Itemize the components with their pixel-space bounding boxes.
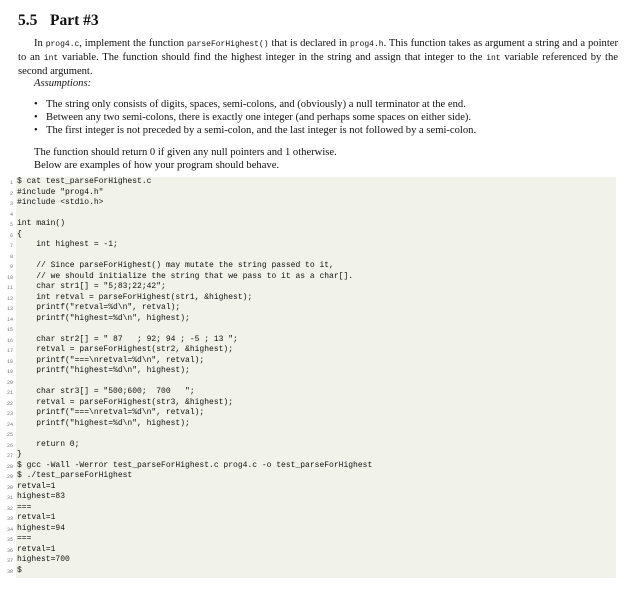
section-title: Part #3 — [50, 12, 99, 29]
code-text: $ cat test_parseForHighest.c — [17, 177, 152, 186]
line-number: 22 — [6, 400, 13, 407]
code-text: highest=83 — [17, 492, 66, 501]
line-number: 3 — [9, 201, 13, 207]
line-number: 11 — [6, 285, 13, 291]
inline-code-int-2: int — [486, 54, 501, 64]
assumptions-label: Assumptions: — [34, 78, 92, 89]
line-number: 18 — [6, 358, 13, 365]
code-text: === — [17, 534, 32, 543]
line-number: 1 — [9, 180, 13, 186]
code-line — [6, 324, 616, 335]
code-text: char str2[] = " 87 ; 92; 94 ; -5 ; 13 "; — [17, 334, 238, 344]
assumptions-list — [34, 98, 476, 138]
line-number: 14 — [6, 316, 13, 323]
code-line — [6, 397, 616, 409]
code-text: printf("===\nretval=%d\n", retval); — [17, 355, 205, 365]
code-text: retval=1 — [17, 544, 56, 554]
code-line — [6, 366, 616, 377]
line-number: 36 — [6, 547, 13, 554]
line-number: 5 — [9, 222, 13, 228]
intro-text-3: that is declared in — [268, 38, 350, 49]
code-text: highest=700 — [17, 555, 70, 564]
code-line — [6, 471, 616, 482]
intro-paragraph — [18, 37, 618, 79]
code-text: printf("retval=%d\n", retval); — [17, 303, 181, 312]
code-text: retval=1 — [17, 481, 56, 491]
return-note: The function should return 0 if given any null pointers and 1 otherwise. — [34, 147, 337, 158]
section-number: 5.5 — [18, 12, 38, 29]
code-line — [6, 555, 616, 566]
code-line — [6, 345, 616, 356]
line-number: 30 — [6, 484, 13, 491]
code-line — [6, 334, 616, 346]
code-text: printf("highest=%d\n", highest); — [17, 313, 190, 323]
code-line — [6, 481, 616, 493]
instructions-block — [34, 146, 337, 172]
line-number: 28 — [6, 463, 13, 470]
inline-code-int: int — [43, 54, 59, 64]
line-number: 23 — [6, 411, 13, 417]
assumption-item: • The first integer is not preceded by a semi-colon, and the last integer is not followed by a semi-colon. — [34, 124, 476, 137]
code-line — [9, 177, 616, 188]
line-number: 4 — [9, 211, 13, 218]
line-number: 37 — [6, 558, 13, 564]
inline-code-prog4h: prog4.h — [349, 40, 384, 49]
line-number: 2 — [9, 190, 13, 197]
code-line — [6, 355, 616, 367]
code-text: char str1[] = "5;83;22;42"; — [17, 282, 166, 291]
code-line — [6, 387, 616, 398]
line-number: 35 — [6, 537, 13, 543]
code-line — [6, 450, 616, 461]
code-line — [9, 219, 616, 230]
line-number: 25 — [6, 432, 13, 438]
code-line — [9, 187, 616, 199]
code-line — [9, 229, 616, 241]
line-number: 33 — [6, 516, 13, 522]
code-lines — [6, 177, 616, 576]
code-line — [6, 513, 616, 524]
code-text: $ — [17, 565, 22, 575]
assumption-item: • Between any two semi-colons, there is exactly one integer (and perhaps some spaces on either side). — [34, 111, 476, 124]
code-text: retval = parseForHighest(str3, &highest); — [17, 397, 234, 407]
code-line — [6, 408, 616, 419]
code-line — [6, 303, 616, 314]
code-line — [6, 460, 616, 472]
code-text: return 0; — [17, 439, 80, 449]
line-number: 19 — [6, 369, 13, 375]
line-number: 10 — [6, 274, 13, 281]
line-number: 9 — [9, 264, 13, 270]
intro-text-5: variable. The function should find the highest integer in the string and assign that integer to the — [58, 52, 487, 64]
line-number: 34 — [6, 526, 13, 533]
code-text: retval=1 — [17, 513, 56, 522]
intro-text-2: , implement the function — [79, 38, 187, 49]
code-line — [6, 544, 616, 556]
intro-text-4: . This function takes as argument a string and a pointer to an — [18, 38, 619, 64]
code-line — [6, 429, 616, 440]
line-number: 13 — [6, 306, 13, 312]
line-number: 29 — [6, 474, 13, 480]
code-text: $ ./test_parseForHighest — [17, 471, 133, 480]
examples-note: Below are examples of how your program should behave. — [34, 160, 280, 171]
code-line — [6, 282, 616, 293]
code-line — [9, 209, 616, 220]
code-line — [6, 292, 616, 304]
inline-code-function-name: parseForHighest() — [186, 40, 269, 49]
line-number: 15 — [6, 327, 13, 333]
code-text: printf("highest=%d\n", highest); — [17, 418, 190, 428]
line-number: 17 — [6, 348, 13, 354]
code-text: retval = parseForHighest(str2, &highest); — [17, 345, 234, 354]
code-line — [9, 198, 616, 209]
code-line — [6, 271, 616, 283]
code-line — [6, 418, 616, 430]
code-line — [6, 523, 616, 535]
line-number: 16 — [6, 337, 13, 344]
code-text: } — [17, 450, 22, 459]
line-number: 21 — [6, 390, 13, 396]
code-text: highest=94 — [17, 523, 66, 533]
code-text: char str3[] = "500;600; 700 "; — [17, 387, 195, 396]
code-line — [9, 261, 616, 272]
line-number: 12 — [6, 295, 13, 302]
line-number: 8 — [9, 253, 13, 260]
line-number: 27 — [6, 453, 13, 459]
code-text: printf("highest=%d\n", highest); — [17, 366, 190, 375]
line-number: 26 — [6, 442, 13, 449]
code-text: #include "prog4.h" — [17, 187, 104, 197]
intro-text-1: In — [34, 38, 46, 49]
code-line — [6, 492, 616, 503]
code-line — [6, 439, 616, 451]
code-text: $ gcc -Wall -Werror test_parseForHighest.c prog4.c -o test_parseForHighest — [17, 460, 373, 470]
code-line — [6, 313, 616, 325]
line-number: 24 — [6, 421, 13, 428]
line-number: 6 — [9, 232, 13, 239]
code-text: // Since parseForHighest() may mutate the string passed to it, — [17, 261, 334, 270]
code-text: === — [17, 502, 32, 512]
code-text: int main() — [17, 219, 66, 228]
line-number: 38 — [6, 568, 13, 575]
code-line — [9, 240, 616, 251]
assumption-item: • The string only consists of digits, spaces, semi-colons, and (obviously) a null terminator at the end. — [34, 98, 476, 111]
inline-code-prog4c: prog4.c — [45, 40, 80, 49]
line-number: 20 — [6, 379, 13, 386]
code-line — [9, 251, 616, 262]
section-heading — [18, 12, 99, 30]
code-text: int retval = parseForHighest(str1, &highest); — [17, 292, 253, 302]
code-text: printf("===\nretval=%d\n", retval); — [17, 408, 205, 417]
code-text: { — [17, 229, 22, 239]
code-text: int highest = -1; — [17, 240, 118, 249]
code-line — [6, 377, 616, 388]
code-text: // we should initialize the string that we pass to it as a char[]. — [17, 271, 354, 281]
code-line — [6, 534, 616, 545]
intro-text-6: variable referenced by the second argument. — [18, 52, 618, 78]
code-listing — [6, 177, 616, 578]
code-line — [6, 502, 616, 514]
line-number: 7 — [9, 243, 13, 249]
code-line — [6, 565, 616, 577]
code-text: #include <stdio.h> — [17, 198, 104, 207]
line-number: 32 — [6, 505, 13, 512]
line-number: 31 — [6, 495, 13, 501]
